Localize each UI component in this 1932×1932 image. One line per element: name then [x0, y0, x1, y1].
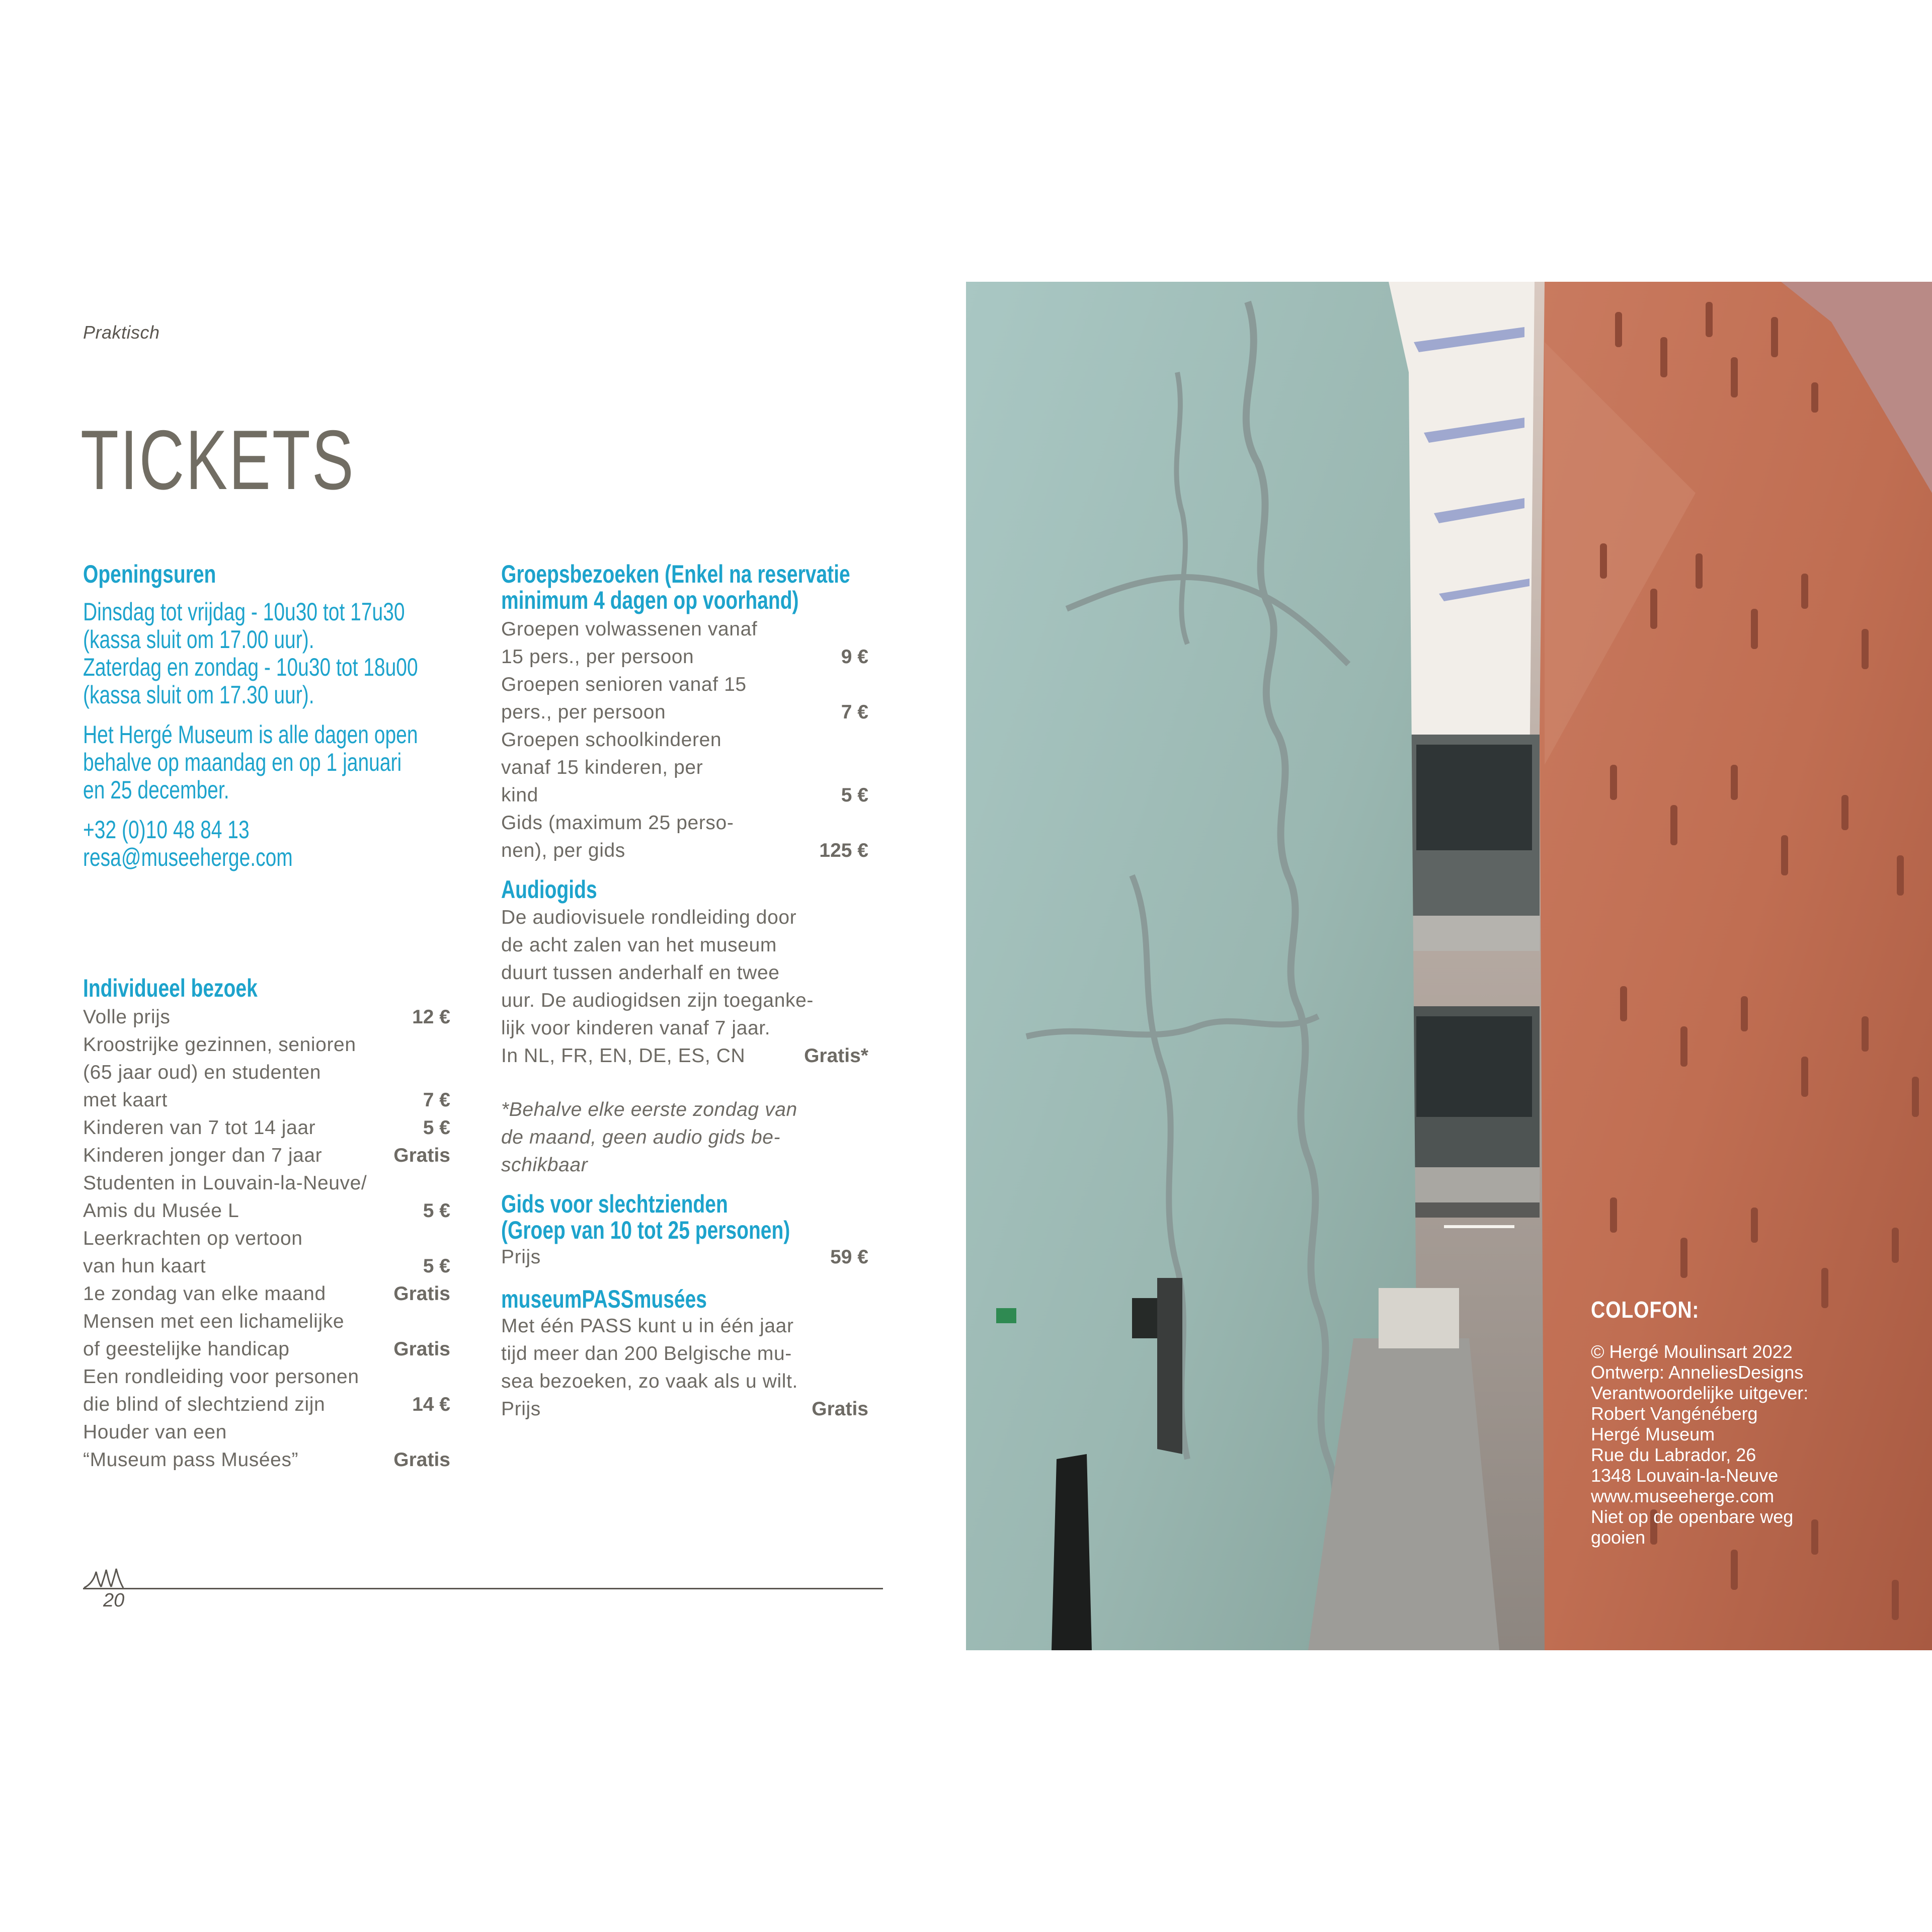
individual-price-list: [83, 1003, 450, 1474]
groups-heading: Groepsbezoeken (Enkel na reservatie: [501, 560, 850, 588]
price-value: 9 €: [841, 646, 868, 668]
audioguide-text: De audiovisuele rondleiding door: [501, 907, 797, 928]
price-value: 5 €: [423, 1117, 450, 1139]
price-value: 7 €: [423, 1089, 450, 1111]
price-value: Gratis: [393, 1449, 450, 1471]
groups-price-list: [501, 615, 868, 864]
price-item-text: nen), per gids: [501, 840, 625, 861]
price-row: [83, 1003, 450, 1031]
colofon-block: [1591, 1297, 1913, 1548]
museumpass-heading: museumPASSmusées: [501, 1285, 707, 1313]
price-value: 125 €: [819, 840, 868, 861]
visually-impaired-heading: Gids voor slechtzienden: [501, 1190, 728, 1218]
price-item-text: Amis du Musée L: [83, 1200, 239, 1222]
price-item-text: “Museum pass Musées”: [83, 1449, 299, 1471]
price-item-text: pers., per persoon: [501, 701, 666, 723]
audioguide-price-row: [501, 1042, 868, 1070]
colofon-line: Rue du Labrador, 26: [1591, 1444, 1756, 1465]
colofon-line: Ontwerp: AnneliesDesigns: [1591, 1362, 1804, 1383]
price-item-text: 1e zondag van elke maand: [83, 1283, 326, 1305]
opening-heading: Openingsuren: [83, 560, 216, 588]
visually-impaired-heading-sub: (Groep van 10 tot 25 personen): [501, 1216, 790, 1244]
price-item-text: kind: [501, 784, 538, 806]
open-days-line: en 25 december.: [83, 776, 229, 804]
audioguide-note: schikbaar: [501, 1154, 588, 1176]
price-item-text: 15 pers., per persoon: [501, 646, 694, 668]
audioguide-heading: Audiogids: [501, 875, 597, 904]
price-item-text: van hun kaart: [83, 1255, 206, 1277]
price-item-text: Studenten in Louvain-la-Neuve/: [83, 1172, 367, 1194]
price-item-text: Mensen met een lichamelijke: [83, 1311, 345, 1332]
page-number: 20: [103, 1590, 125, 1611]
opening-hours-section: [83, 561, 455, 871]
price-row: [83, 1391, 450, 1418]
price-item-text: Kroostrijke gezinnen, senioren: [83, 1034, 356, 1056]
price-row: [83, 1114, 450, 1142]
open-days-line: Het Hergé Museum is alle dagen open: [83, 720, 418, 749]
price-item-text: Een rondleiding voor personen: [83, 1366, 359, 1388]
price-item-text: Kinderen jonger dan 7 jaar: [83, 1145, 323, 1166]
price-value: 7 €: [841, 701, 868, 723]
price-item-text: Groepen volwassenen vanaf: [501, 618, 758, 640]
individual-heading: Individueel bezoek: [83, 974, 258, 1002]
phone-number[interactable]: +32 (0)10 48 84 13: [83, 816, 250, 844]
price-row: [83, 1280, 450, 1308]
colofon-line: Hergé Museum: [1591, 1424, 1715, 1444]
colofon-line: © Hergé Moulinsart 2022: [1591, 1341, 1793, 1362]
museum-logo-icon: [83, 1565, 131, 1589]
price-value: Gratis: [393, 1145, 450, 1166]
colofon-title: COLOFON:: [1591, 1297, 1700, 1323]
price-row: [83, 1335, 450, 1363]
colofon-line: Niet op de openbare weg: [1591, 1506, 1794, 1527]
price-value: 14 €: [412, 1394, 450, 1415]
price-row: [83, 1446, 450, 1474]
price-label: Prijs: [501, 1246, 541, 1268]
audioguide-note: de maand, geen audio gids be-: [501, 1126, 781, 1148]
audioguide-text: lijk voor kinderen vanaf 7 jaar.: [501, 1017, 771, 1039]
museumpass-text: sea bezoeken, zo vaak als u wilt.: [501, 1371, 798, 1392]
groups-heading-sub: minimum 4 dagen op voorhand): [501, 586, 799, 614]
museumpass-text: Met één PASS kunt u in één jaar: [501, 1315, 794, 1337]
audioguide-price: Gratis*: [804, 1045, 868, 1067]
price-row: [501, 698, 868, 726]
email-link[interactable]: resa@museeherge.com: [83, 843, 293, 871]
individual-visit-section: [83, 975, 450, 1474]
groups-section: [501, 561, 868, 1423]
footer-rule: [83, 1588, 883, 1589]
price-item-text: Volle prijs: [83, 1006, 171, 1028]
audioguide-text: uur. De audiogidsen zijn toeganke-: [501, 990, 814, 1011]
opening-line: (kassa sluit om 17.30 uur).: [83, 681, 314, 709]
price-item-text: met kaart: [83, 1089, 168, 1111]
price-item-text: Groepen senioren vanaf 15: [501, 674, 747, 695]
opening-line: Dinsdag tot vrijdag - 10u30 tot 17u30: [83, 598, 405, 626]
price-item-text: (65 jaar oud) en studenten: [83, 1062, 321, 1083]
price-row: [83, 1142, 450, 1169]
museumpass-price-row: [501, 1395, 868, 1423]
museumpass-price: Gratis: [812, 1398, 868, 1420]
price-row: [501, 643, 868, 671]
price-row: [501, 781, 868, 809]
price-value: 5 €: [423, 1255, 450, 1277]
price-row: [83, 1197, 450, 1225]
opening-line: (kassa sluit om 17.00 uur).: [83, 625, 314, 654]
price-item-text: Kinderen van 7 tot 14 jaar: [83, 1117, 316, 1139]
price-value: 5 €: [423, 1200, 450, 1222]
museumpass-text: tijd meer dan 200 Belgische mu-: [501, 1343, 792, 1364]
colofon-line: Verantwoordelijke uitgever:: [1591, 1383, 1809, 1403]
price-item-text: Houder van een: [83, 1421, 227, 1443]
audioguide-text: de acht zalen van het museum: [501, 934, 777, 956]
audioguide-note: *Behalve elke eerste zondag van: [501, 1099, 797, 1120]
page-title: TICKETS: [80, 413, 355, 507]
audioguide-text: duurt tussen anderhalf en twee: [501, 962, 780, 984]
visually-impaired-price-row: [501, 1243, 868, 1271]
price-item-text: die blind of slechtziend zijn: [83, 1394, 326, 1415]
colofon-line: gooien: [1591, 1527, 1646, 1548]
colofon-line: Robert Vangénéberg: [1591, 1403, 1758, 1424]
price-row: [83, 1252, 450, 1280]
price-value: 5 €: [841, 784, 868, 806]
price-value: Gratis: [393, 1283, 450, 1305]
colofon-website[interactable]: www.museeherge.com: [1591, 1486, 1775, 1506]
price-item-text: of geestelijke handicap: [83, 1338, 290, 1360]
price-row: [501, 837, 868, 864]
price-item-text: vanaf 15 kinderen, per: [501, 757, 703, 778]
visually-impaired-price: 59 €: [830, 1246, 868, 1268]
price-row: [83, 1086, 450, 1114]
audioguide-languages: In NL, FR, EN, DE, ES, CN: [501, 1045, 746, 1067]
price-label: Prijs: [501, 1398, 541, 1420]
opening-line: Zaterdag en zondag - 10u30 tot 18u00: [83, 653, 418, 681]
price-value: Gratis: [393, 1338, 450, 1360]
section-label: Praktisch: [83, 322, 160, 343]
open-days-line: behalve op maandag en op 1 januari: [83, 748, 402, 776]
price-value: 12 €: [412, 1006, 450, 1028]
price-item-text: Gids (maximum 25 perso-: [501, 812, 734, 834]
price-item-text: Groepen schoolkinderen: [501, 729, 722, 751]
price-item-text: Leerkrachten op vertoon: [83, 1228, 303, 1249]
colofon-line: 1348 Louvain-la-Neuve: [1591, 1465, 1779, 1486]
